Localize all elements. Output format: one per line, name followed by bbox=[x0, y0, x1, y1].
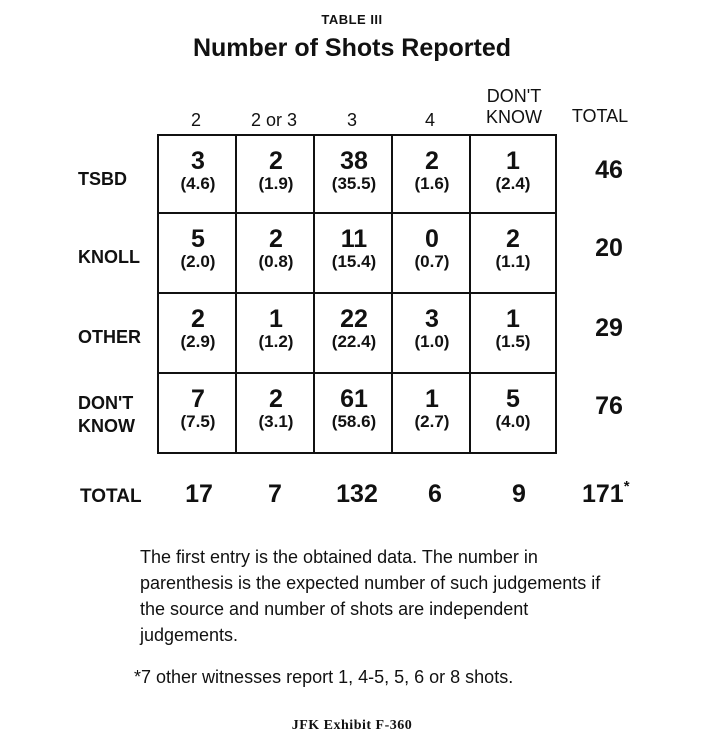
row-total: 20 bbox=[595, 234, 623, 262]
table-cell: 1 (1.2) bbox=[258, 305, 294, 351]
column-header: DON'T KNOW bbox=[486, 86, 542, 127]
table-cell: 1 (2.4) bbox=[495, 147, 531, 193]
column-header: 2 bbox=[190, 110, 201, 130]
table-cell: 3 (4.6) bbox=[180, 147, 216, 193]
row-header: TSBD bbox=[78, 169, 127, 189]
row-total: 46 bbox=[595, 156, 623, 184]
table-cell: 0 (0.7) bbox=[414, 225, 450, 271]
table-cell: 5 (4.0) bbox=[495, 385, 531, 431]
table-cell: 3 (1.0) bbox=[414, 305, 450, 351]
explanatory-note: The first entry is the obtained data. The number in parenthesis is the expected number of such judgements if the source and number of shots are independent judgements. bbox=[140, 547, 601, 645]
row-header: OTHER bbox=[78, 327, 141, 347]
table-cell: 2 (3.1) bbox=[258, 385, 294, 431]
table-cell: 1 (1.5) bbox=[495, 305, 531, 351]
table-cell: 2 (1.9) bbox=[258, 147, 294, 193]
column-total: 6 bbox=[428, 480, 442, 508]
grand-total: 171* bbox=[582, 478, 630, 508]
exhibit-label: JFK Exhibit F-360 bbox=[291, 718, 413, 733]
table-cell: 2 (1.6) bbox=[414, 147, 450, 193]
table-cell: 2 (0.8) bbox=[258, 225, 294, 271]
column-total: 7 bbox=[268, 480, 282, 508]
footnote: *7 other witnesses report 1, 4-5, 5, 6 or 8 shots. bbox=[134, 667, 514, 687]
total-row-label: TOTAL bbox=[80, 486, 142, 507]
column-total: 17 bbox=[185, 480, 213, 508]
footnote-marker: * bbox=[623, 478, 630, 495]
row-total: 76 bbox=[595, 392, 623, 420]
table-cell: 38 (35.5) bbox=[331, 147, 377, 193]
row-header: KNOLL bbox=[78, 247, 140, 267]
column-total: 9 bbox=[512, 480, 526, 508]
data-grid bbox=[157, 134, 557, 454]
column-total: 132 bbox=[336, 480, 378, 508]
column-header: 3 bbox=[346, 110, 357, 130]
total-column-header: TOTAL bbox=[571, 106, 629, 126]
table-cell: 7 (7.5) bbox=[180, 385, 216, 431]
column-header: 4 bbox=[424, 110, 435, 130]
column-header: 2 or 3 bbox=[250, 110, 298, 130]
page-title: Number of Shots Reported bbox=[192, 34, 512, 62]
table-cell: 11 (15.4) bbox=[331, 225, 377, 271]
table-cell: 2 (1.1) bbox=[495, 225, 531, 271]
table-cell: 1 (2.7) bbox=[414, 385, 450, 431]
row-header: DON'T KNOW bbox=[78, 393, 135, 436]
row-total: 29 bbox=[595, 314, 623, 342]
table-cell: 5 (2.0) bbox=[180, 225, 216, 271]
table-cell: 61 (58.6) bbox=[331, 385, 377, 431]
table-label: TABLE III bbox=[321, 12, 383, 27]
table-cell: 2 (2.9) bbox=[180, 305, 216, 351]
table-cell: 22 (22.4) bbox=[331, 305, 377, 351]
